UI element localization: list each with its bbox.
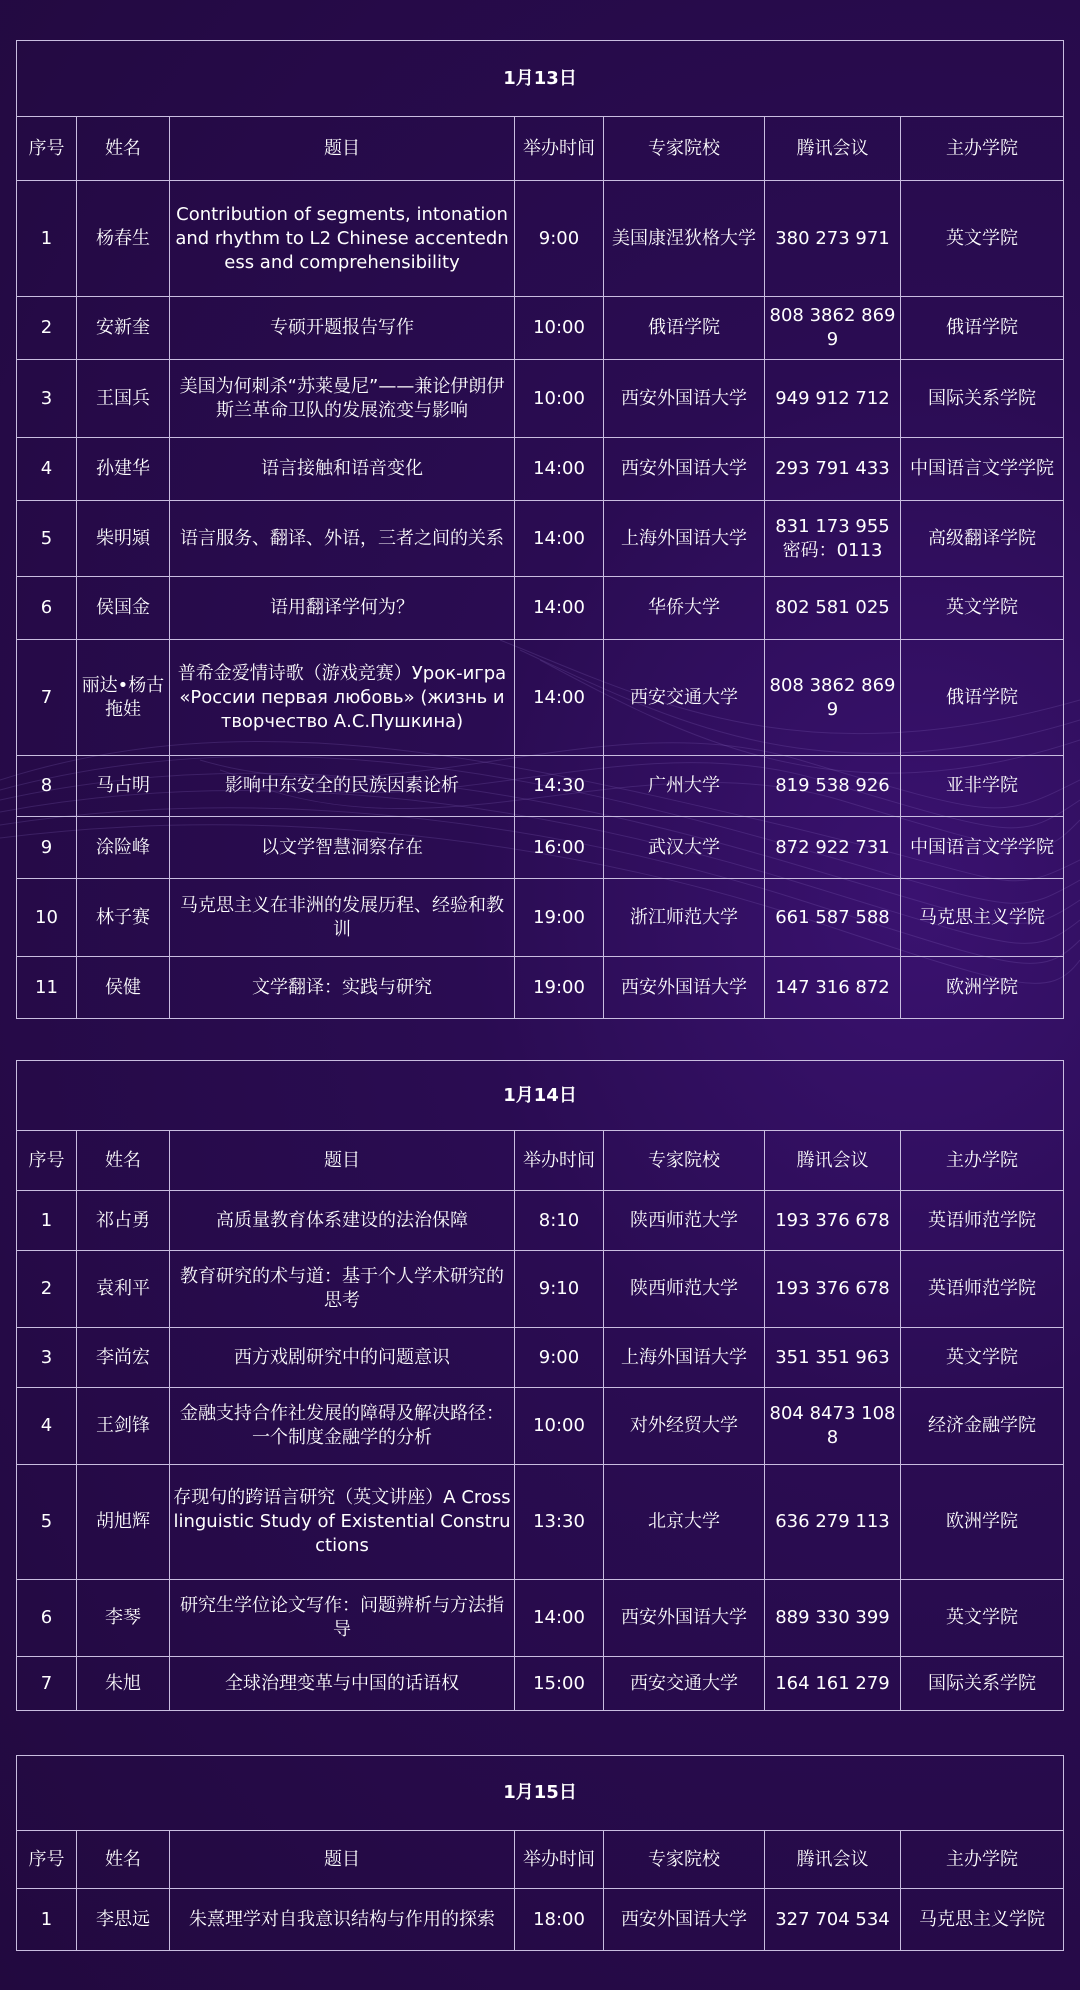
header-topic: 题目 (170, 117, 515, 181)
header-row (17, 117, 1064, 181)
meeting-id: 819 538 926 (765, 756, 901, 817)
header-row (17, 1131, 1064, 1191)
header-name: 姓名 (77, 117, 170, 181)
meeting-id: 380 273 971 (765, 181, 901, 297)
meeting-id: 808 3862 8699 (765, 297, 901, 360)
table-row: 7 朱旭 全球治理变革与中国的话语权 15:00 西安交通大学 164 161 279 国际关系学院 (17, 1657, 1064, 1711)
header-topic: 题目 (170, 1831, 515, 1889)
schedule-table-jan15 (16, 1755, 1064, 1951)
table-row: 4 王剑锋 金融支持合作社发展的障碍及解决路径：一个制度金融学的分析 10:00 对外经贸大学 804 8473 1088 经济金融学院 (17, 1388, 1064, 1465)
table-row: 6 李琴 研究生学位论文写作：问题辨析与方法指导 14:00 西安外国语大学 889 330 399 英文学院 (17, 1580, 1064, 1657)
meeting-id: 872 922 731 (765, 817, 901, 879)
day-title: 1月14日 (17, 1061, 1064, 1131)
header-meeting: 腾讯会议 (765, 1831, 901, 1889)
header-no: 序号 (17, 1831, 77, 1889)
table-row: 1 杨春生 Contribution of segments, intonation and rhythm to L2 Chinese accentedness and comprehensibility 9:00 美国康涅狄格大学 380 273 971 英文学院 (17, 181, 1064, 297)
table-row: 2 袁利平 教育研究的术与道：基于个人学术研究的思考 9:10 陕西师范大学 193 376 678 英语师范学院 (17, 1251, 1064, 1328)
table-row: 10 林子赛 马克思主义在非洲的发展历程、经验和教训 19:00 浙江师范大学 661 587 588 马克思主义学院 (17, 879, 1064, 957)
table-row: 5 柴明熲 语言服务、翻译、外语，三者之间的关系 14:00 上海外国语大学 831 173 955 密码：0113 高级翻译学院 (17, 501, 1064, 577)
schedule-table-jan14 (16, 1060, 1064, 1711)
meeting-id: 636 279 113 (765, 1465, 901, 1580)
table-row: 1 李思远 朱熹理学对自我意识结构与作用的探索 18:00 西安外国语大学 327 704 534 马克思主义学院 (17, 1889, 1064, 1951)
meeting-id: 147 316 872 (765, 957, 901, 1019)
header-school: 专家院校 (604, 117, 765, 181)
table-row: 1 祁占勇 高质量教育体系建设的法治保障 8:10 陕西师范大学 193 376 678 英语师范学院 (17, 1191, 1064, 1251)
meeting-id: 193 376 678 (765, 1191, 901, 1251)
header-school: 专家院校 (604, 1131, 765, 1191)
header-time: 举办时间 (515, 117, 604, 181)
header-college: 主办学院 (901, 117, 1064, 181)
meeting-id: 293 791 433 (765, 438, 901, 501)
table-row: 11 侯健 文学翻译：实践与研究 19:00 西安外国语大学 147 316 872 欧洲学院 (17, 957, 1064, 1019)
header-no: 序号 (17, 117, 77, 181)
meeting-id: 808 3862 8699 (765, 640, 901, 756)
table-row: 3 李尚宏 西方戏剧研究中的问题意识 9:00 上海外国语大学 351 351 963 英文学院 (17, 1328, 1064, 1388)
meeting-id: 804 8473 1088 (765, 1388, 901, 1465)
meeting-password: 密码：0113 (782, 539, 883, 561)
header-row (17, 1831, 1064, 1889)
table-row: 5 胡旭辉 存现句的跨语言研究（英文讲座）A Crosslinguistic Study of Existential Constructions 13:30 北京大学 636 279 113 欧洲学院 (17, 1465, 1064, 1580)
table-row: 7 丽达•杨古拖娃 普希金爱情诗歌（游戏竞赛）Урок-игра «России первая любовь» (жизнь и творчество А.С.Пушкина) 14:00 西安交通大学 808 3862 8699 俄语学院 (17, 640, 1064, 756)
meeting-id: 164 161 279 (765, 1657, 901, 1711)
header-no: 序号 (17, 1131, 77, 1191)
meeting-id: 802 581 025 (765, 577, 901, 640)
header-name: 姓名 (77, 1131, 170, 1191)
header-time: 举办时间 (515, 1831, 604, 1889)
table-row: 4 孙建华 语言接触和语音变化 14:00 西安外国语大学 293 791 433 中国语言文学学院 (17, 438, 1064, 501)
header-topic: 题目 (170, 1131, 515, 1191)
day-title: 1月15日 (17, 1756, 1064, 1831)
schedule-table-jan13 (16, 40, 1064, 1019)
meeting-id: 831 173 955 密码：0113 (765, 501, 901, 577)
meeting-id: 949 912 712 (765, 360, 901, 438)
table-row: 6 侯国金 语用翻译学何为？ 14:00 华侨大学 802 581 025 英文学院 (17, 577, 1064, 640)
table-row: 2 安新奎 专硕开题报告写作 10:00 俄语学院 808 3862 8699 俄语学院 (17, 297, 1064, 360)
meeting-id: 193 376 678 (765, 1251, 901, 1328)
day-title: 1月13日 (17, 41, 1064, 117)
table-row: 9 涂险峰 以文学智慧洞察存在 16:00 武汉大学 872 922 731 中国语言文学学院 (17, 817, 1064, 879)
meeting-id: 351 351 963 (765, 1328, 901, 1388)
meeting-id: 889 330 399 (765, 1580, 901, 1657)
header-college: 主办学院 (901, 1131, 1064, 1191)
header-meeting: 腾讯会议 (765, 1131, 901, 1191)
header-meeting: 腾讯会议 (765, 117, 901, 181)
table-row: 8 马占明 影响中东安全的民族因素论析 14:30 广州大学 819 538 926 亚非学院 (17, 756, 1064, 817)
header-school: 专家院校 (604, 1831, 765, 1889)
header-name: 姓名 (77, 1831, 170, 1889)
table-row: 3 王国兵 美国为何刺杀“苏莱曼尼”——兼论伊朗伊斯兰革命卫队的发展流变与影响 10:00 西安外国语大学 949 912 712 国际关系学院 (17, 360, 1064, 438)
header-time: 举办时间 (515, 1131, 604, 1191)
meeting-id: 661 587 588 (765, 879, 901, 957)
header-college: 主办学院 (901, 1831, 1064, 1889)
meeting-id: 327 704 534 (765, 1889, 901, 1951)
